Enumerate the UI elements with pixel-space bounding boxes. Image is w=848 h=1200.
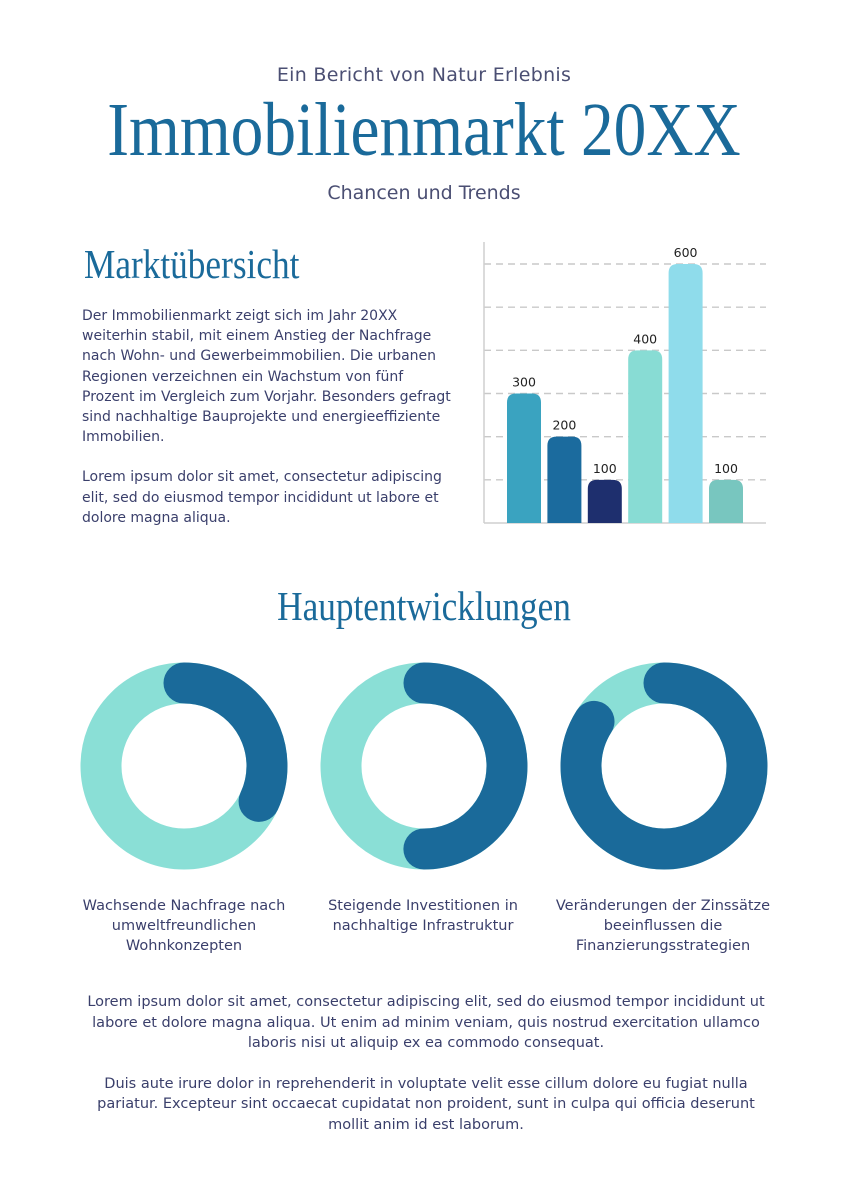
- bar: [507, 394, 541, 524]
- bar-value-label: 200: [552, 417, 577, 433]
- overview-text: [82, 306, 454, 548]
- bar: [709, 480, 743, 523]
- donut-caption-interest: Veränderungen der Zinssätze beeinflussen die Finanzierungsstrategien: [555, 898, 771, 954]
- bar: [628, 350, 662, 523]
- section-heading-overview: Marktübersicht: [84, 241, 300, 287]
- page-title: Immobilienmarkt 20XX: [107, 88, 741, 172]
- bar-value-label: 300: [512, 374, 536, 390]
- donut-chart-demand: [80, 662, 288, 870]
- page-subtitle: Chancen und Trends: [327, 182, 521, 204]
- donut-arc: [581, 683, 747, 849]
- donut-caption-investment: Steigende Investitionen in nachhaltige Infrastruktur: [328, 898, 518, 934]
- footer-paragraph-1: Lorem ipsum dolor sit amet, consectetur adipiscing elit, sed do eiusmod tempor incididunt ut labore et dolore magna aliqua. Ut enim ad minim veniam, quis nostrud exercitation ullamco laboris nisi ut aliquip ex ea commodo consequat.: [87, 994, 765, 1051]
- section-heading-developments: Hauptentwicklungen: [277, 583, 571, 629]
- report-kicker: Ein Bericht von Natur Erlebnis: [276, 64, 572, 86]
- bar-value-label: 100: [592, 460, 617, 476]
- bar: [547, 437, 581, 523]
- bar-value-label: 600: [673, 245, 698, 260]
- bar: [588, 480, 622, 523]
- bar-value-label: 100: [714, 460, 738, 476]
- bar-value-label: 400: [633, 331, 658, 347]
- overview-paragraph-2: Lorem ipsum dolor sit amet, consectetur adipiscing elit, sed do eiusmod tempor incididunt ut labore et dolore magna aliqua.: [82, 469, 442, 526]
- overview-paragraph-1: Der Immobilienmarkt zeigt sich im Jahr 20XX weiterhin stabil, mit einem Anstieg der Nachfrage nach Wohn- und Gewerbeimmobilien. Die urbanen Regionen verzeichnen ein Wachstum von fünf Prozent im Vergleich zum Vorjahr. Besonders gefragt sind nachhaltige Bauprojekte und energieeffiziente Immobilien.: [82, 308, 451, 446]
- donut-caption-demand: Wachsende Nachfrage nach umweltfreundlichen Wohnkonzepten: [82, 898, 286, 954]
- bar-chart: [470, 238, 770, 530]
- footer-text: [84, 992, 768, 1155]
- bar: [669, 264, 703, 523]
- footer-paragraph-2: Duis aute irure dolor in reprehenderit in voluptate velit esse cillum dolore eu fugiat nulla pariatur. Excepteur sint occaecat cupidatat non proident, sunt in culpa qui officia deserunt mollit anim id est laborum.: [97, 1075, 755, 1133]
- donut-chart-interest: [560, 662, 768, 870]
- donut-chart-investment: [320, 662, 528, 870]
